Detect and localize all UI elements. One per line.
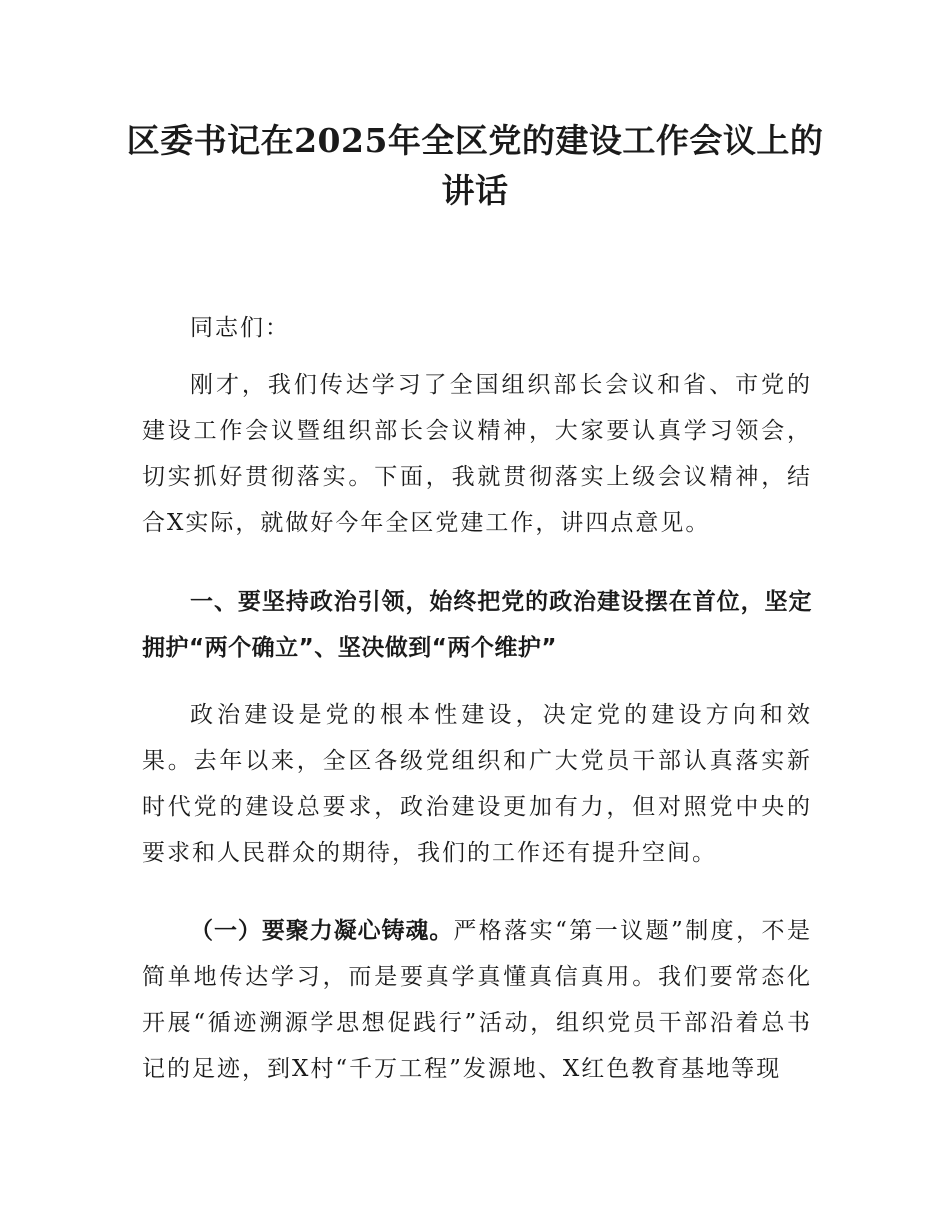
- section-1-heading: 一、要坚持政治引领，始终把党的政治建设摆在首位，坚定拥护“两个确立”、坚决做到“两个维护”: [142, 589, 812, 661]
- subsection-1-paragraph: [142, 908, 812, 1092]
- subsection-1-lead: （一）要聚力凝心铸魂。: [190, 918, 454, 944]
- subsection-1-text: 严格落实“第一议题”制度，不是简单地传达学习，而是要真学真懂真信真用。我们要常态化开展“循迹溯源学思想促践行”活动，组织党员干部沿着总书记的足迹，到X村“千万工程”发源地、X红色教育基地等现: [142, 918, 812, 1082]
- document-title: 区委书记在2025年全区党的建设工作会议上的讲话: [126, 121, 824, 210]
- greeting: 同志们：: [190, 315, 290, 341]
- section-1-paragraph: 政治建设是党的根本性建设，决定党的建设方向和效果。去年以来，全区各级党组织和广大党员干部认真落实新时代党的建设总要求，政治建设更加有力，但对照党中央的要求和人民群众的期待，我们的工作还有提升空间。: [142, 702, 812, 866]
- intro-paragraph: 刚才，我们传达学习了全国组织部长会议和省、市党的建设工作会议暨组织部长会议精神，大家要认真学习领会，切实抓好贯彻落实。下面，我就贯彻落实上级会议精神，结合X实际，就做好今年全区党建工作，讲四点意见。: [142, 372, 812, 536]
